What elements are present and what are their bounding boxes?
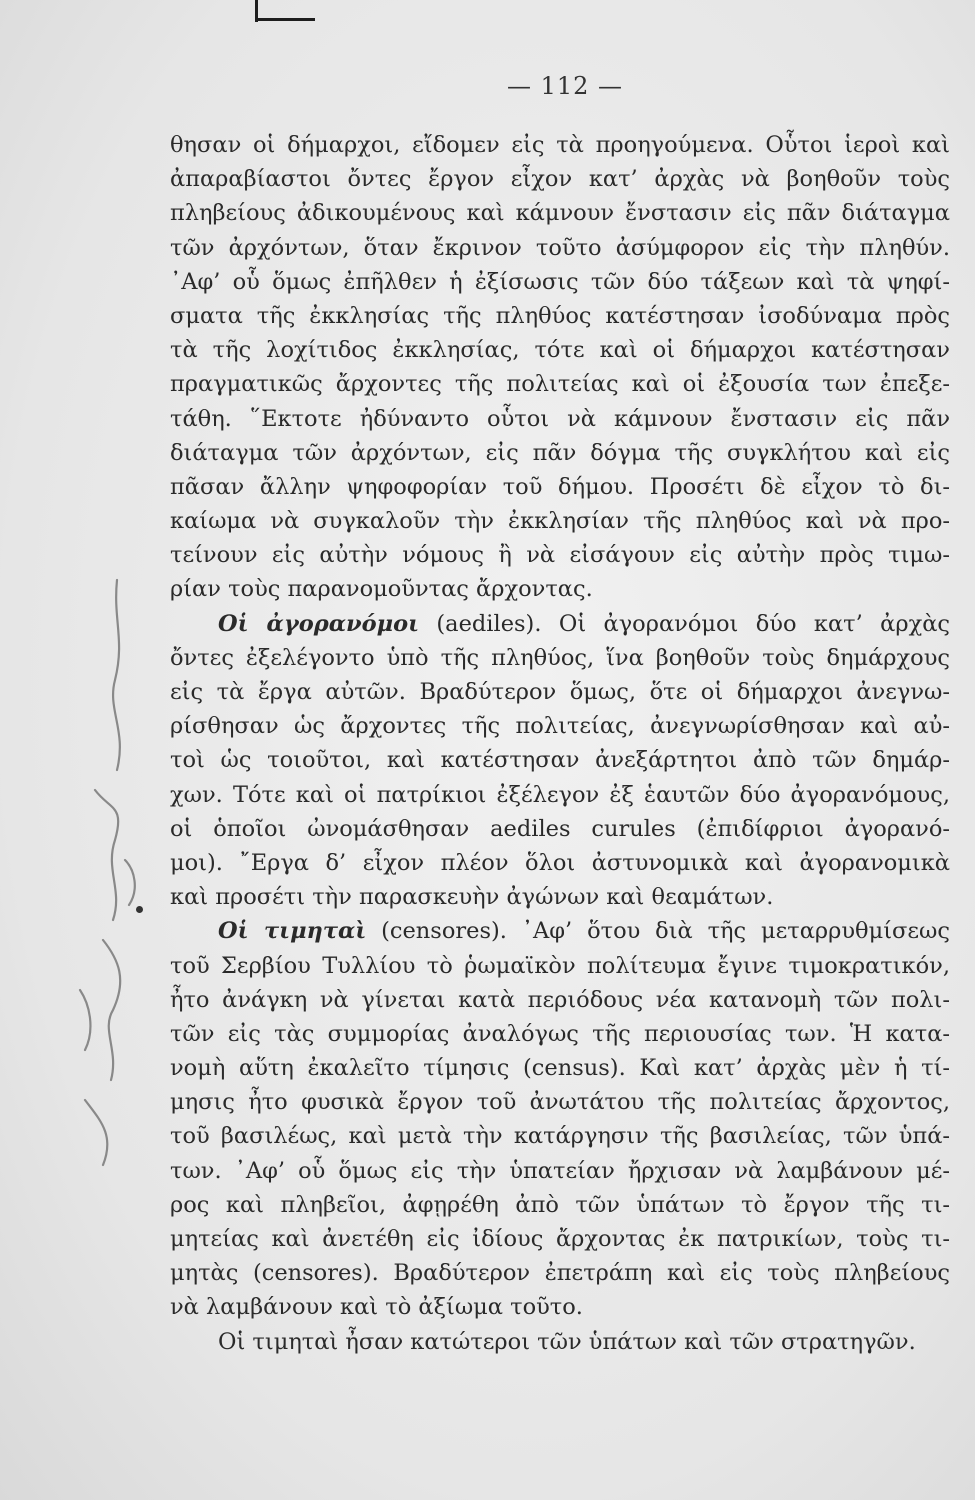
text-line: πληβείους ἀδικουμένους καὶ κάμνουν ἔνστασιν εἰς πᾶν διάταγμα xyxy=(170,200,950,227)
text-line: τῶν εἰς τὰς συμμορίας ἀναλόγως τῆς περιουσίας των. Ἡ κατα- xyxy=(170,1020,950,1047)
text-line: ρίαν τοὺς παρανομοῦντας ἄρχοντας. xyxy=(170,576,593,603)
text-line: τείνουν εἰς αὐτὴν νόμους ἢ νὰ εἰσάγουν εἰς αὐτὴν πρὸς τιμω- xyxy=(170,542,950,569)
body-text xyxy=(170,128,950,1359)
text-line: ρος καὶ πληβεῖοι, ἀφῃρέθη ἀπὸ τῶν ὑπάτων τὸ ἔργον τῆς τι- xyxy=(170,1191,950,1218)
text-line: μητὰς (censores). Βραδύτερον ἐπετράπη καὶ εἰς τοὺς πληβείους xyxy=(170,1260,950,1287)
section-heading-censores: Οἱ τιμηταὶ xyxy=(218,918,367,945)
text-line: νὰ λαμβάνουν καὶ τὸ ἀξίωμα τοῦτο. xyxy=(170,1294,583,1321)
text-line: ᾽Αφ’ οὗ ὅμως ἐπῆλθεν ἡ ἐξίσωσις τῶν δύο τάξεων καὶ τὰ ψηφί- xyxy=(170,268,950,295)
text-line: μοι). ῎Εργα δ’ εἶχον πλέον ὅλοι ἀστυνομικὰ καὶ ἀγορανομικὰ xyxy=(170,849,950,876)
page-number: — 112 — xyxy=(506,72,624,100)
text-span: (censores). ᾽Αφ’ ὅτου διὰ τῆς μεταρρυθμίσεως xyxy=(366,918,950,945)
text-line: οἱ ὁποῖοι ὠνομάσθησαν aediles curules (ἐπιδίφριοι ἀγορανό- xyxy=(170,815,950,842)
text-line: τάθη. ῞Εκτοτε ἠδύναντο οὗτοι νὰ κάμνουν ἔνστασιν εἰς πᾶν xyxy=(170,405,950,432)
text-line: ἦτο ἀνάγκη νὰ γίνεται κατὰ περιόδους νέα κατανομὴ τῶν πολι- xyxy=(170,986,950,1013)
handwritten-margin-note xyxy=(55,560,145,1180)
section-heading-aediles: Οἱ ἀγορανόμοι xyxy=(218,610,419,637)
text-line: χων. Τότε καὶ οἱ πατρίκιοι ἐξέλεγον ἐξ ἑαυτῶν δύο ἀγορανόμους, xyxy=(170,781,950,808)
text-line: πᾶσαν ἄλλην ψηφοφορίαν τοῦ δήμου. Προσέτι δὲ εἶχον τὸ δι- xyxy=(170,473,950,500)
text-line: θησαν οἱ δήμαρχοι, εἴδομεν εἰς τὰ προηγούμενα. Οὗτοι ἱεροὶ καὶ xyxy=(170,132,950,158)
margin-dot xyxy=(136,906,143,913)
text-line: τῶν ἀρχόντων, ὅταν ἔκρινον τοῦτο ἀσύμφορον εἰς τὴν πληθύν. xyxy=(170,234,950,261)
text-line: Οἱ τιμηταὶ ἦσαν κατώτεροι τῶν ὑπάτων καὶ τῶν στρατηγῶν. xyxy=(218,1328,916,1355)
text-line: καίωμα νὰ συγκαλοῦν τὴν ἐκκλησίαν τῆς πληθύος καὶ νὰ προ- xyxy=(170,508,950,535)
text-line: καὶ προσέτι τὴν παρασκευὴν ἀγώνων καὶ θεαμάτων. xyxy=(170,884,774,911)
text-line: ρίσθησαν ὡς ἄρχοντες τῆς πολιτείας, ἀνεγνωρίσθησαν καὶ αὐ- xyxy=(170,713,950,740)
text-line: τοῦ βασιλέως, καὶ μετὰ τὴν κατάργησιν τῆς βασιλείας, τῶν ὑπά- xyxy=(170,1123,950,1150)
text-line: ἀπαραβίαστοι ὄντες ἔργον εἶχον κατ’ ἀρχὰς νὰ βοηθοῦν τοὺς xyxy=(170,166,950,193)
text-line: τὰ τῆς λοχίτιδος ἐκκλησίας, τότε καὶ οἱ δήμαρχοι κατέστησαν xyxy=(170,337,950,364)
text-line: μητείας καὶ ἀνετέθη εἰς ἰδίους ἄρχοντας ἐκ πατρικίων, τοὺς τι- xyxy=(170,1226,950,1252)
text-line: ὄντες ἐξελέγοντο ὑπὸ τῆς πληθύος, ἵνα βοηθοῦν τοὺς δημάρχους xyxy=(170,644,950,671)
text-line: εἰς τὰ ἔργα αὐτῶν. Βραδύτερον ὅμως, ὅτε οἱ δήμαρχοι ἀνεγνω- xyxy=(170,679,950,705)
text-span: (aediles). Οἱ ἀγορανόμοι δύο κατ’ ἀρχὰς xyxy=(419,610,950,637)
page-corner-mark-horizontal xyxy=(255,18,315,21)
text-line: σματα τῆς ἐκκλησίας τῆς πληθύος κατέστησαν ἰσοδύναμα πρὸς xyxy=(170,302,950,329)
text-line: τοὶ ὡς τοιοῦτοι, καὶ κατέστησαν ἀνεξάρτητοι ἀπὸ τῶν δημάρ- xyxy=(170,747,950,774)
text-line: πραγματικῶς ἄρχοντες τῆς πολιτείας καὶ οἱ ἐξουσία των ἐπεξε- xyxy=(170,371,950,398)
text-line xyxy=(170,914,950,948)
text-line: διάταγμα τῶν ἀρχόντων, εἰς πᾶν δόγμα τῆς συγκλήτου καὶ εἰς xyxy=(170,439,950,466)
text-line: νομὴ αὕτη ἐκαλεῖτο τίμησις (census). Καὶ κατ’ ἀρχὰς μὲν ἡ τί- xyxy=(170,1055,950,1082)
text-line: τοῦ Σερβίου Τυλλίου τὸ ῥωμαϊκὸν πολίτευμα ἔγινε τιμοκρατικόν, xyxy=(170,952,950,979)
text-line: των. ᾽Αφ’ οὗ ὅμως εἰς τὴν ὑπατείαν ἤρχισαν νὰ λαμβάνουν μέ- xyxy=(170,1157,950,1184)
text-line: μησις ἦτο φυσικὰ ἔργον τοῦ ἀνωτάτου τῆς πολιτείας ἄρχοντος, xyxy=(170,1089,950,1116)
text-line xyxy=(170,607,950,641)
